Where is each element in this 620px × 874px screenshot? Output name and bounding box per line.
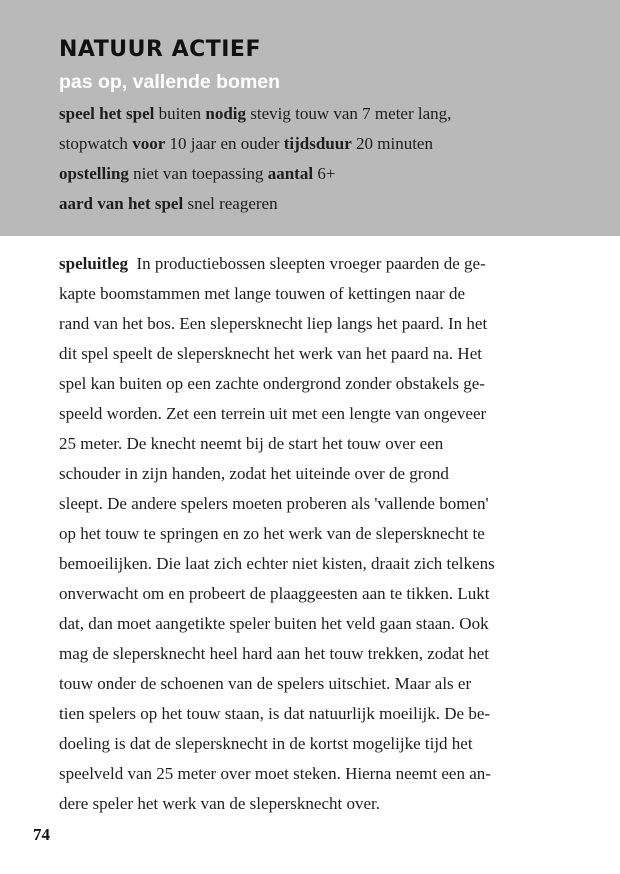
materials-value: stevig touw van 7 meter lang,	[250, 104, 452, 123]
explanation-line: 25 meter. De knecht neemt bij de start het touw over een	[59, 434, 444, 453]
page-number: 74	[33, 825, 50, 844]
game-info	[59, 99, 539, 219]
explanation-line: mag de slepersknecht heel hard aan het touw trekken, zodat het	[59, 644, 490, 663]
materials-label: nodig	[205, 104, 247, 123]
play-location-value: buiten	[158, 104, 202, 123]
game-info-line-3	[59, 159, 539, 189]
explanation-line: bemoeilijken. Die laat zich echter niet kisten, draait zich telkens	[59, 554, 495, 573]
explanation-line	[59, 249, 563, 279]
explanation-line: spel kan buiten op een zachte ondergrond zonder obstakels ge-	[59, 374, 485, 393]
players-label: aantal	[267, 164, 314, 183]
game-type-value: snel reageren	[187, 194, 278, 213]
players-value: 6+	[317, 164, 336, 183]
explanation-line: touw onder de schoenen van de spelers uitschiet. Maar als er	[59, 674, 472, 693]
game-info-line-2	[59, 129, 539, 159]
setup-label: opstelling	[59, 164, 129, 183]
explanation-first-line: In productiebossen sleepten vroeger paarden de ge-	[136, 254, 486, 273]
explanation-line: speelveld van 25 meter over moet steken. Hierna neemt een an-	[59, 764, 491, 783]
explanation-line: doeling is dat de slepersknecht in de kortst mogelijke tijd het	[59, 734, 473, 753]
explanation-line: kapte boomstammen met lange touwen of kettingen naar de	[59, 284, 465, 303]
setup-value: niet van toepassing	[133, 164, 264, 183]
game-info-line-4	[59, 189, 539, 219]
explanation-line: speeld worden. Zet een terrein uit met een lengte van ongeveer	[59, 404, 487, 423]
age-label: voor	[132, 134, 166, 153]
explanation-line: dere speler het werk van de slepersknecht over.	[59, 794, 380, 813]
explanation-line: dit spel speelt de slepersknecht het werk van het paard na. Het	[59, 344, 482, 363]
header-band	[0, 0, 620, 236]
explanation-line: op het touw te springen en zo het werk van de slepersknecht te	[59, 524, 485, 543]
explanation-lead: speluitleg	[59, 254, 128, 273]
explanation-line: tien spelers op het touw staan, is dat natuurlijk moeilijk. De be-	[59, 704, 491, 723]
explanation-line: schouder in zijn handen, zodat het uiteinde over de grond	[59, 464, 449, 483]
explanation-line: rand van het bos. Een slepersknecht liep langs het paard. In het	[59, 314, 488, 333]
game-explanation	[59, 249, 563, 819]
game-title: pas op, vallende bomen	[59, 71, 281, 93]
game-info-line-1	[59, 99, 539, 129]
explanation-line: onverwacht om en probeert de plaaggeesten aan te tikken. Lukt	[59, 584, 490, 603]
materials-value-continued: stopwatch	[59, 134, 128, 153]
play-location-label: speel het spel	[59, 104, 155, 123]
age-value: 10 jaar en ouder	[169, 134, 280, 153]
duration-value: 20 minuten	[356, 134, 433, 153]
explanation-line: sleept. De andere spelers moeten proberen als 'vallende bomen'	[59, 494, 489, 513]
section-title: NATUUR ACTIEF	[59, 37, 261, 62]
duration-label: tijdsduur	[283, 134, 352, 153]
explanation-line: dat, dan moet aangetikte speler buiten het veld gaan staan. Ook	[59, 614, 489, 633]
game-type-label: aard van het spel	[59, 194, 184, 213]
